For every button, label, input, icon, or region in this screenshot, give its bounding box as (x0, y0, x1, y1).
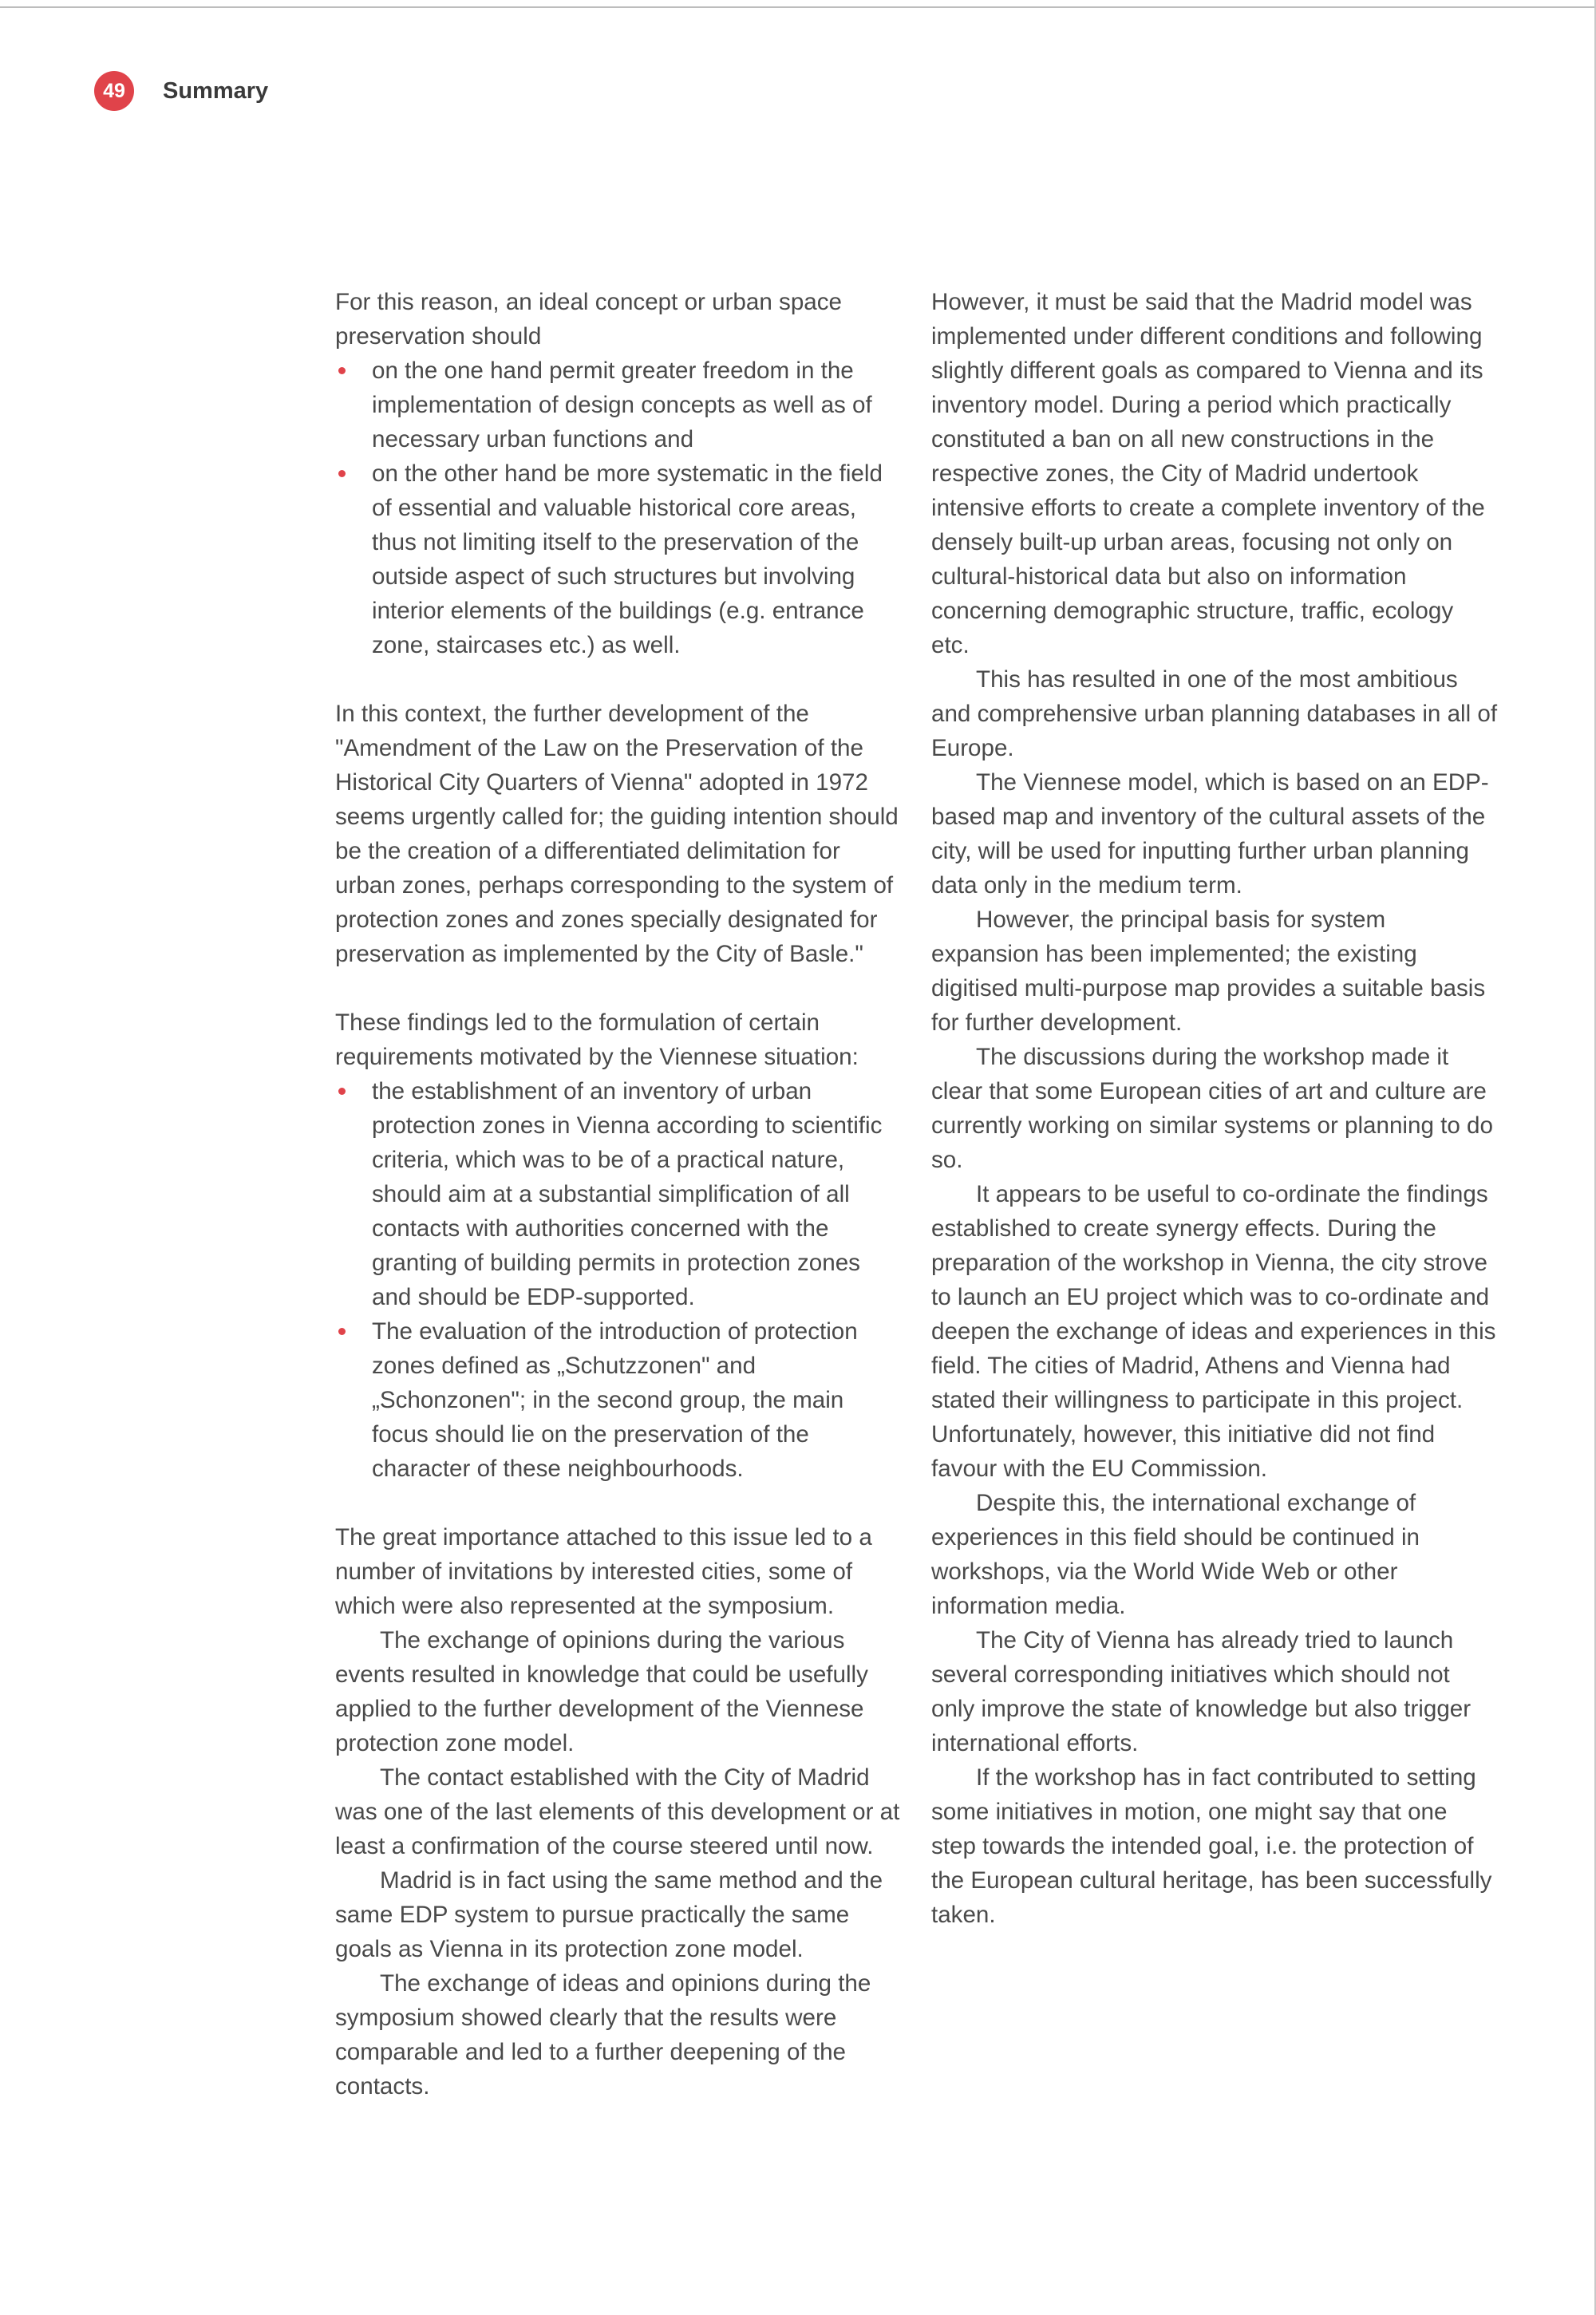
bullet-list (335, 1074, 902, 1486)
paragraph: These findings led to the formulation of certain requirements motivated by the Viennese situation: (335, 1009, 859, 1070)
paragraph: The City of Vienna has already tried to launch several corresponding initiatives which should not only improve the state of knowledge but also trigger international efforts. (931, 1627, 1472, 1756)
list-item-text: on the other hand be more systematic in the field of essential and valuable historical core areas, thus not limiting itself to the preservation of the outside aspect of such structures but involving interior elements of the buildings (e.g. entrance zone, staircases etc.) as well. (372, 460, 883, 658)
list-item (335, 1074, 902, 1314)
paragraph: The discussions during the workshop made it clear that some European cities of art and culture are currently working on similar systems or planning to do so. (931, 1044, 1493, 1173)
paragraph: The contact established with the City of Madrid was one of the last elements of this development or at least a confirmation of the course steered until now. (335, 1764, 900, 1859)
section-title: Summary (163, 77, 269, 104)
paragraph: Despite this, the international exchange of experiences in this field should be continued in workshops, via the World Wide Web or other information media. (931, 1490, 1420, 1619)
top-rule (0, 6, 1596, 8)
paragraph: If the workshop has in fact contributed to setting some initiatives in motion, one might say that one step towards the intended goal, i.e. the protection of the European cultural heritage, has been successfully taken. (931, 1764, 1492, 1928)
paragraph: Madrid is in fact using the same method and the same EDP system to pursue practically the same goals as Vienna in its protection zone model. (335, 1867, 883, 1962)
bullet-icon (338, 1328, 346, 1335)
page-header (94, 70, 268, 112)
paragraph: The exchange of opinions during the various events resulted in knowledge that could be usefully applied to the further development of the Viennese protection zone model. (335, 1627, 868, 1756)
paragraph: It appears to be useful to co-ordinate the findings established to create synergy effects. During the preparation of the workshop in Vienna, the city strove to launch an EU project which was to co-ordinate and deepen the exchange of ideas and experiences in this field. The cities of Madrid, Athens and Vienna had stated their willingness to participate in this project. Unfortunately, however, this initiative did not find favour with the EU Commission. (931, 1181, 1496, 1482)
bullet-list (335, 354, 902, 662)
paragraph: This has resulted in one of the most ambitious and comprehensive urban planning databases in all of Europe. (931, 666, 1498, 761)
bullet-icon (338, 470, 346, 477)
right-column (931, 285, 1498, 1932)
paragraph: However, it must be said that the Madrid model was implemented under different conditions and following slightly different goals as compared to Vienna and its inventory model. During a period which practically constituted a ban on all new constructions in the respective zones, the City of Madrid undertook intensive efforts to create a complete inventory of the densely built-up urban areas, focusing not only on cultural-historical data but also on information concerning demographic structure, traffic, ecology etc. (931, 289, 1485, 658)
page-number-badge: 49 (94, 71, 134, 111)
paragraph: The exchange of ideas and opinions during the symposium showed clearly that the results were comparable and led to a further deepening of the contacts. (335, 1970, 871, 2100)
paragraph: The great importance attached to this issue led to a number of invitations by interested cities, some of which were also represented at the symposium. (335, 1524, 872, 1619)
list-item (335, 354, 902, 456)
list-item-text: The evaluation of the introduction of protection zones defined as „Schutzzonen" and „Schonzonen"; in the second group, the main focus should lie on the preservation of the character of these neighbourhoods. (372, 1318, 858, 1482)
left-column (335, 285, 902, 2104)
paragraph: For this reason, an ideal concept or urban space preservation should (335, 289, 842, 350)
bullet-icon (338, 367, 346, 374)
paragraph: However, the principal basis for system expansion has been implemented; the existing digitised multi-purpose map provides a suitable basis for further development. (931, 907, 1486, 1036)
list-item-text: on the one hand permit greater freedom in the implementation of design concepts as well as of necessary urban functions and (372, 358, 872, 452)
paragraph: In this context, the further development of the "Amendment of the Law on the Preservation of the Historical City Quarters of Vienna" adopted in 1972 seems urgently called for; the guiding intention should be the creation of a differentiated delimitation for urban zones, perhaps corresponding to the system of protection zones and zones specially designated for preservation as implemented by the City of Basle." (335, 701, 899, 967)
list-item (335, 456, 902, 662)
list-item (335, 1314, 902, 1486)
list-item-text: the establishment of an inventory of urban protection zones in Vienna according to scientific criteria, which was to be of a practical nature, should aim at a substantial simplification of all contacts with authorities concerned with the granting of building permits in protection zones and should be EDP-supported. (372, 1078, 883, 1310)
bullet-icon (338, 1088, 346, 1095)
paragraph: The Viennese model, which is based on an EDP-based map and inventory of the cultural assets of the city, will be used for inputting further urban planning data only in the medium term. (931, 769, 1489, 899)
